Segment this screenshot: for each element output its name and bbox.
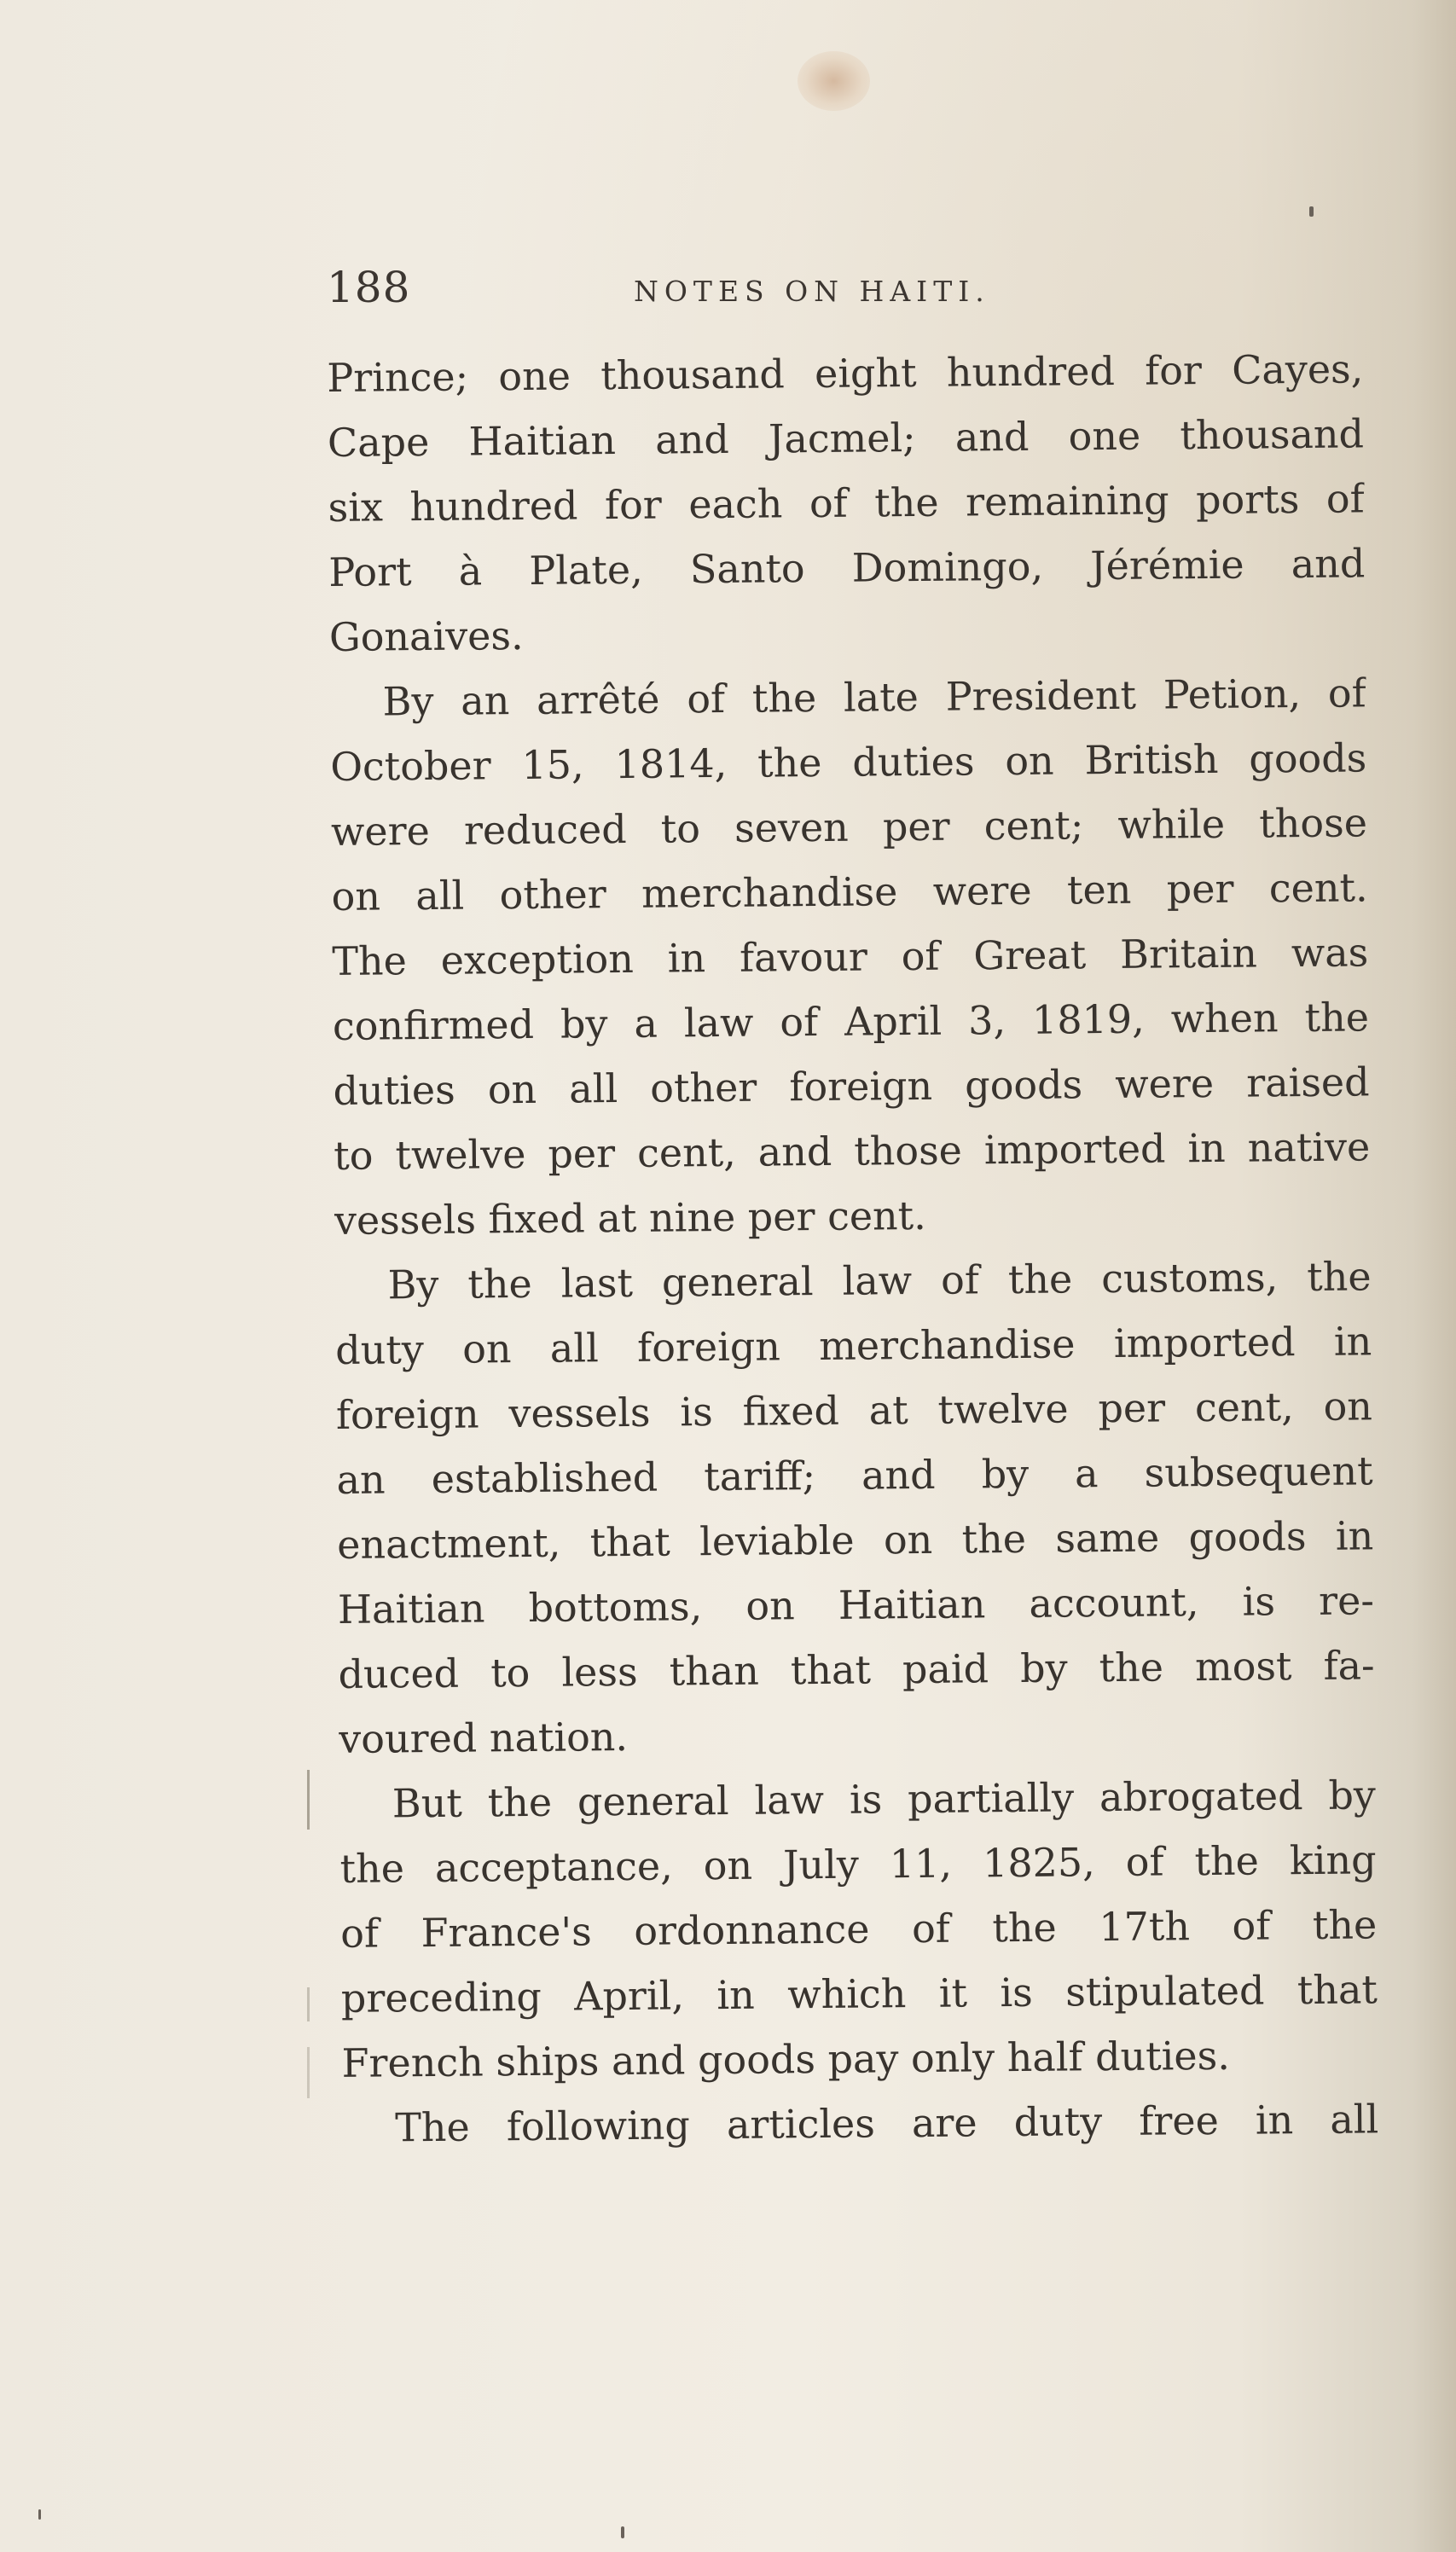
text-line: of France's ordonnance of the 17th of the (340, 1901, 1378, 1957)
text-line: But the general law is partially abrogated by (392, 1772, 1377, 1827)
margin-mark (307, 1987, 310, 2021)
text-line: Gonaives. (328, 612, 524, 660)
text-line: enactment, that leviable on the same goods in (337, 1512, 1374, 1568)
text-line: October 15, 1814, the duties on British goods (330, 734, 1367, 790)
paper-stain (798, 51, 870, 111)
text-line: to twelve per cent, and those imported in native (334, 1123, 1371, 1179)
ink-speck (1309, 206, 1314, 217)
margin-mark (307, 2047, 310, 2098)
text-line: an established tariff; and by a subsequent (336, 1447, 1373, 1503)
ink-speck (621, 2526, 624, 2538)
text-line: Cape Haitian and Jacmel; and one thousand (327, 410, 1365, 466)
text-line: By an arrêté of the late President Petion, of (382, 670, 1366, 725)
text-line: voured nation. (339, 1713, 629, 1762)
text-line: Port à Plate, Santo Domingo, Jérémie and (328, 540, 1366, 595)
text-line: duced to less than that paid by the most fa- (338, 1642, 1375, 1697)
text-line: The exception in favour of Great Britain was (332, 929, 1369, 984)
margin-mark (307, 1770, 310, 1830)
ink-speck (38, 2509, 41, 2520)
text-line: Haitian bottoms, on Haitian account, is re- (337, 1577, 1375, 1633)
text-line: By the last general law of the customs, the (387, 1253, 1372, 1308)
text-line: six hundred for each of the remaining ports of (328, 475, 1365, 531)
text-line: foreign vessels is fixed at twelve per cent, on (335, 1383, 1373, 1438)
text-line: vessels fixed at nine per cent. (334, 1192, 927, 1244)
text-line: The following articles are duty free in all (395, 2096, 1379, 2151)
text-line: Prince; one thousand eight hundred for Cayes, (327, 345, 1364, 401)
text-line: were reduced to seven per cent; while those (330, 799, 1368, 855)
text-line: duties on all other foreign goods were raised (333, 1058, 1370, 1114)
text-line: on all other merchandise were ten per cent. (331, 864, 1368, 919)
text-line: preceding April, in which it is stipulated that (340, 1966, 1378, 2021)
page-header (327, 256, 1393, 324)
running-head: NOTES ON HAITI. (634, 275, 990, 308)
text-line: the acceptance, on July 11, 1825, of the king (339, 1836, 1377, 1892)
page-number: 188 (327, 263, 411, 312)
text-line: duty on all foreign merchandise imported in (335, 1318, 1372, 1373)
text-line: confirmed by a law of April 3, 1819, when the (332, 994, 1370, 1049)
body-text (327, 336, 1379, 2151)
text-line: French ships and goods pay only half duties. (341, 2032, 1231, 2086)
